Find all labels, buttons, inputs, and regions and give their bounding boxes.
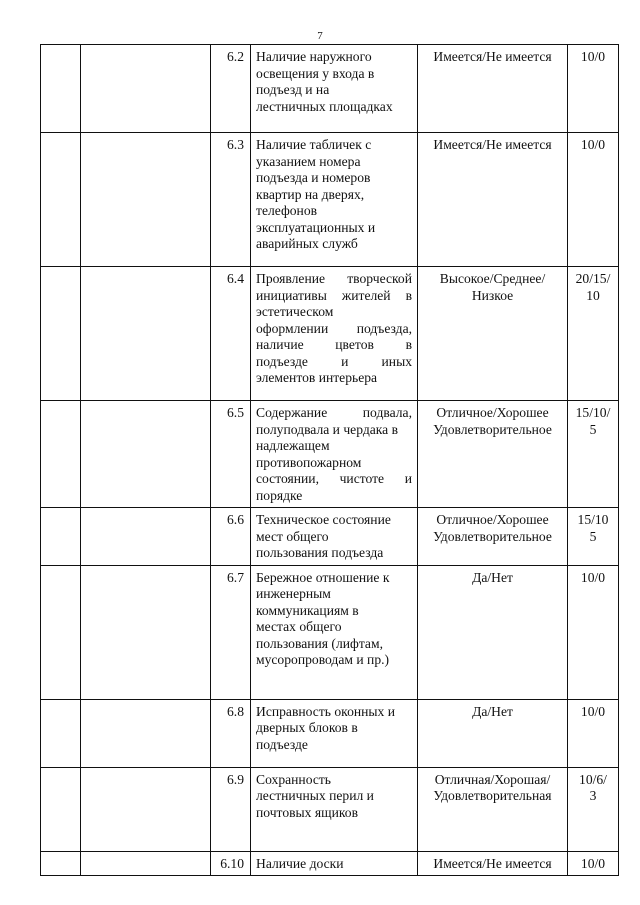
scale-line: Высокое/Среднее/ xyxy=(439,271,546,286)
points-value xyxy=(568,851,619,876)
description-line: элементов интерьера xyxy=(256,370,378,385)
points-value xyxy=(568,767,619,851)
table-row xyxy=(41,767,619,851)
rating-scale xyxy=(418,401,568,508)
scale-line: Удовлетворительное xyxy=(433,528,552,544)
criterion-number: 6.10 xyxy=(211,851,251,876)
table-row xyxy=(41,699,619,767)
description-line: местах общего xyxy=(256,619,342,634)
points-value xyxy=(568,133,619,267)
empty-cell xyxy=(41,267,81,401)
description-line: пользования (лифтам, xyxy=(256,635,383,651)
description-line: надлежащем xyxy=(256,438,330,453)
scale-line: Имеется/Не имеется xyxy=(433,855,552,871)
page-number: 7 xyxy=(317,30,323,42)
description-line: лестничных перил и xyxy=(256,788,374,803)
rating-scale xyxy=(418,851,568,876)
points-value xyxy=(568,508,619,566)
criterion-number: 6.8 xyxy=(211,699,251,767)
description-line: Техническое состояние xyxy=(256,512,391,527)
description-line: эстетическом xyxy=(256,304,334,319)
points-line: 3 xyxy=(589,788,597,803)
rating-scale xyxy=(418,45,568,133)
description-line: состоянии, чистоте и xyxy=(256,471,412,486)
description-line: указанием номера xyxy=(256,153,361,169)
empty-cell xyxy=(41,508,81,566)
points-value xyxy=(568,565,619,699)
criteria-table xyxy=(40,44,619,876)
scale-line: Удовлетворительная xyxy=(433,788,552,803)
rating-scale xyxy=(418,508,568,566)
table-row xyxy=(41,401,619,508)
points-value xyxy=(568,267,619,401)
scale-line: Низкое xyxy=(471,287,514,303)
description-line: подъезда и номеров xyxy=(256,170,371,185)
empty-cell xyxy=(41,133,81,267)
description-line: Проявление творческой xyxy=(256,271,412,286)
criterion-description xyxy=(251,133,418,267)
empty-cell xyxy=(81,565,211,699)
description-line: лестничных площадках xyxy=(256,98,393,114)
description-line: подъезд и на xyxy=(256,82,330,97)
description-line: подъезде и иных xyxy=(256,353,412,369)
rating-scale xyxy=(418,699,568,767)
criterion-description xyxy=(251,45,418,133)
description-line: дверных блоков в xyxy=(256,720,358,735)
description-line: порядке xyxy=(256,487,303,503)
description-line: освещения у входа в xyxy=(256,65,375,81)
empty-cell xyxy=(81,45,211,133)
empty-cell xyxy=(41,851,81,876)
empty-cell xyxy=(41,699,81,767)
description-line: Наличие наружного xyxy=(256,49,372,64)
criterion-number: 6.6 xyxy=(211,508,251,566)
description-line: оформлении подъезда, xyxy=(256,320,412,336)
description-line: пользования подъезда xyxy=(256,545,384,560)
description-line: Сохранность xyxy=(256,771,332,787)
criterion-description xyxy=(251,699,418,767)
description-line: коммуникациям в xyxy=(256,602,359,618)
rating-scale xyxy=(418,565,568,699)
description-line: инициативы жителей в xyxy=(256,287,412,303)
rating-scale xyxy=(418,267,568,401)
criterion-number: 6.3 xyxy=(211,133,251,267)
table-row xyxy=(41,133,619,267)
criterion-number: 6.5 xyxy=(211,401,251,508)
description-line: Наличие табличек с xyxy=(256,137,372,152)
description-line: подъезде xyxy=(256,736,308,752)
description-line: почтовых ящиков xyxy=(256,804,358,820)
criterion-number: 6.9 xyxy=(211,767,251,851)
points-line: 15/10/ xyxy=(575,405,611,420)
empty-cell xyxy=(81,508,211,566)
table-row xyxy=(41,565,619,699)
table-row xyxy=(41,45,619,133)
description-line: инженерным xyxy=(256,586,331,601)
points-value xyxy=(568,401,619,508)
empty-cell xyxy=(81,133,211,267)
table-row xyxy=(41,267,619,401)
scale-line: Да/Нет xyxy=(472,703,513,719)
empty-cell xyxy=(81,851,211,876)
scale-line: Имеется/Не имеется xyxy=(433,49,552,64)
description-line: телефонов xyxy=(256,203,318,218)
points-line: 10 xyxy=(586,287,600,303)
scale-line: Да/Нет xyxy=(472,569,513,585)
scale-line: Имеется/Не имеется xyxy=(433,137,552,152)
description-line: наличие цветов в xyxy=(256,337,412,352)
empty-cell xyxy=(81,267,211,401)
criterion-description xyxy=(251,401,418,508)
points-line: 10/0 xyxy=(580,855,606,871)
empty-cell xyxy=(41,45,81,133)
points-line: 5 xyxy=(589,528,597,544)
empty-cell xyxy=(81,401,211,508)
scale-line: Удовлетворительное xyxy=(433,421,552,437)
empty-cell xyxy=(81,767,211,851)
description-line: квартир на дверях, xyxy=(256,186,365,202)
criterion-description xyxy=(251,508,418,566)
criterion-description xyxy=(251,565,418,699)
description-line: эксплуатационных и xyxy=(256,219,376,235)
table-row xyxy=(41,508,619,566)
points-line: 10/0 xyxy=(580,703,606,719)
description-line: аварийных служб xyxy=(256,236,358,251)
description-line: Бережное отношение к xyxy=(256,569,390,585)
empty-cell xyxy=(41,767,81,851)
criterion-description xyxy=(251,267,418,401)
scale-line: Отличное/Хорошее xyxy=(436,512,549,527)
criterion-number: 6.7 xyxy=(211,565,251,699)
points-line: 10/0 xyxy=(580,569,606,585)
description-line: Исправность оконных и xyxy=(256,703,396,719)
scale-line: Отличная/Хорошая/ xyxy=(434,771,551,787)
scale-line: Отличное/Хорошее xyxy=(436,405,549,420)
points-value xyxy=(568,699,619,767)
description-line: противопожарном xyxy=(256,454,362,470)
table-row xyxy=(41,851,619,876)
description-line: Содержание подвала, xyxy=(256,405,412,420)
points-line: 10/0 xyxy=(580,137,606,152)
points-line: 5 xyxy=(589,421,597,437)
rating-scale xyxy=(418,767,568,851)
description-line: полуподвала и чердака в xyxy=(256,421,399,437)
points-line: 10/6/ xyxy=(579,771,607,787)
empty-cell xyxy=(41,565,81,699)
description-line: мусоропроводам и пр.) xyxy=(256,652,390,667)
points-value xyxy=(568,45,619,133)
criterion-description xyxy=(251,851,418,876)
empty-cell xyxy=(41,401,81,508)
criterion-number: 6.2 xyxy=(211,45,251,133)
criterion-description xyxy=(251,767,418,851)
empty-cell xyxy=(81,699,211,767)
points-line: 10/0 xyxy=(580,49,606,64)
points-line: 15/10 xyxy=(577,512,609,527)
rating-scale xyxy=(418,133,568,267)
description-line: мест общего xyxy=(256,528,329,544)
points-line: 20/15/ xyxy=(575,271,611,286)
description-line: Наличие доски xyxy=(256,855,344,871)
criterion-number: 6.4 xyxy=(211,267,251,401)
